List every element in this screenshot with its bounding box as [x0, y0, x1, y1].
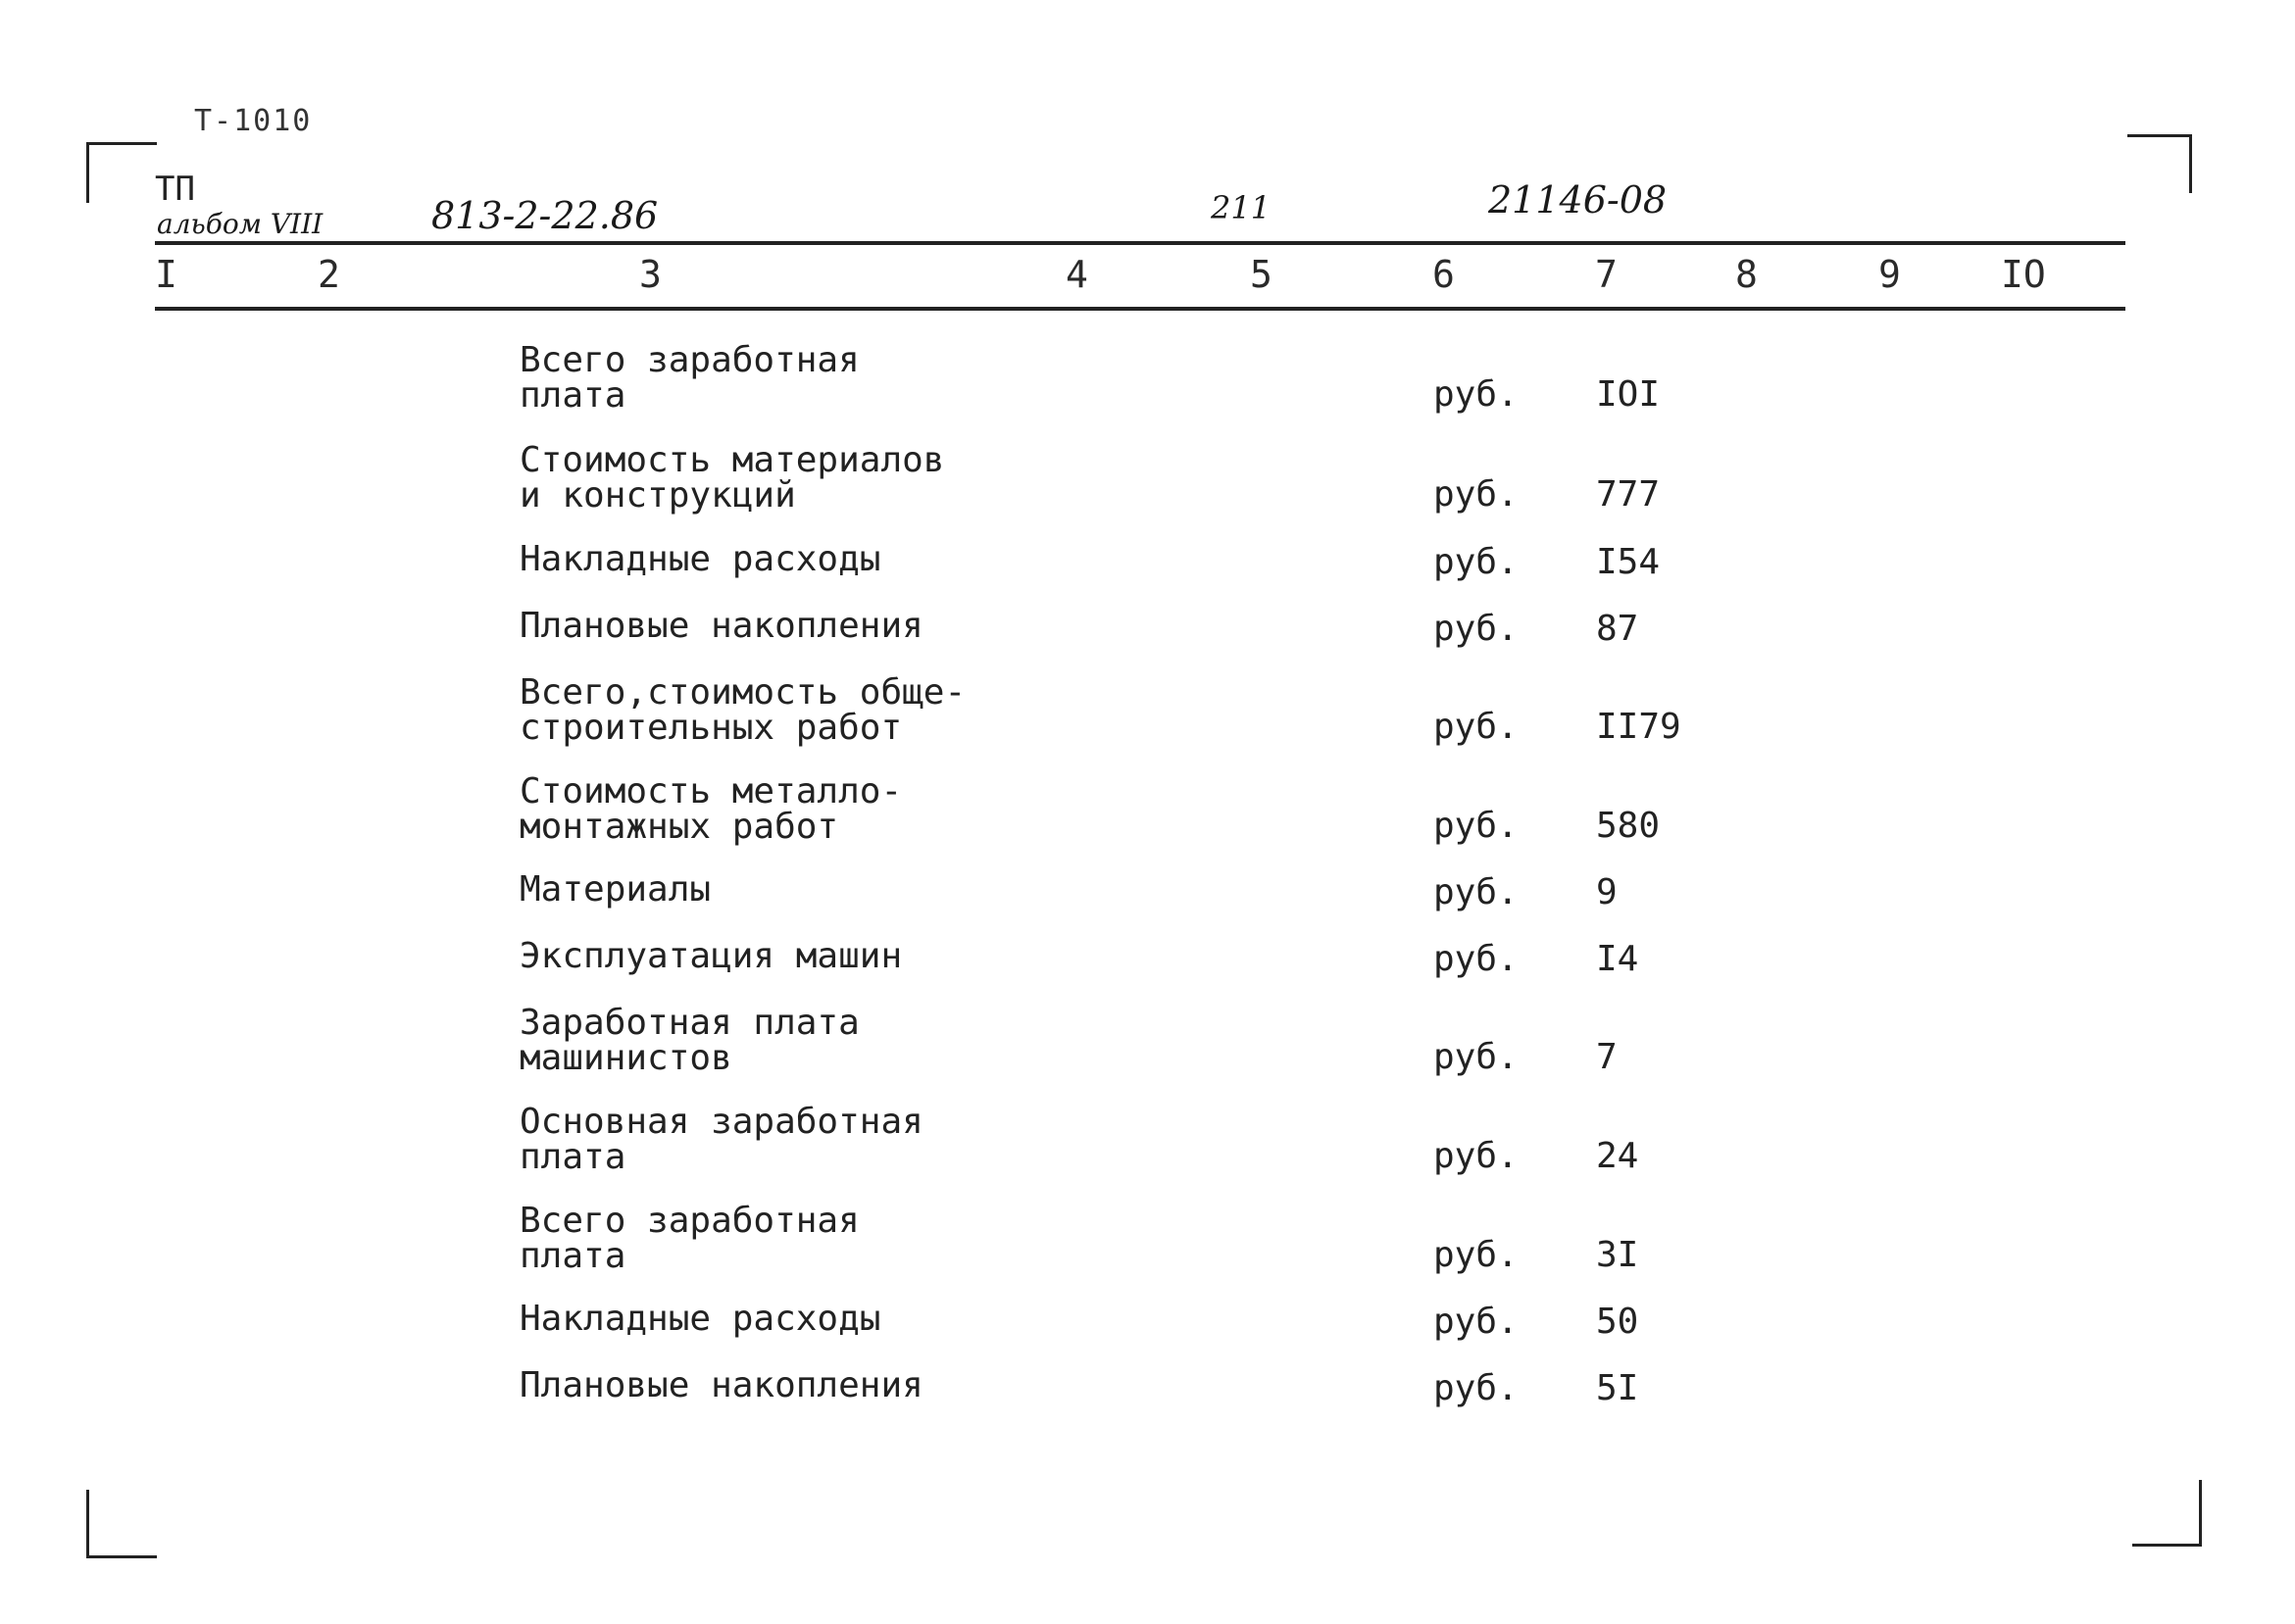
row-description: Накладные расходы	[520, 1299, 881, 1339]
row-unit: руб.	[1433, 609, 1519, 649]
row-description: Эксплуатация машин	[520, 936, 903, 976]
column-header: 7	[1595, 253, 1618, 296]
column-header: I	[155, 253, 177, 296]
row-description: Заработная плата машинистов	[520, 1003, 860, 1078]
row-value: I4	[1596, 939, 1639, 979]
row-value: 87	[1596, 609, 1639, 649]
tp-label: ТП	[155, 170, 195, 209]
row-unit: руб.	[1433, 806, 1519, 846]
corner-mark-top-left-v	[86, 142, 89, 203]
row-value: 777	[1596, 474, 1661, 515]
column-header: 2	[318, 253, 340, 296]
document-code: Т-1010	[194, 104, 313, 138]
corner-mark-bottom-left-h	[86, 1555, 157, 1558]
column-header: 4	[1066, 253, 1088, 296]
row-description: Всего,стоимость обще- строительных работ	[520, 672, 967, 748]
row-unit: руб.	[1433, 1368, 1519, 1408]
corner-mark-bottom-right-v	[2199, 1480, 2202, 1547]
row-value: 50	[1596, 1302, 1639, 1342]
row-description: Стоимость материалов и конструкций	[520, 440, 945, 516]
row-unit: руб.	[1433, 1136, 1519, 1176]
row-unit: руб.	[1433, 474, 1519, 515]
row-unit: руб.	[1433, 1235, 1519, 1275]
column-header: 8	[1735, 253, 1758, 296]
row-unit: руб.	[1433, 1302, 1519, 1342]
row-unit: руб.	[1433, 939, 1519, 979]
column-header: 6	[1432, 253, 1455, 296]
row-value: 9	[1596, 872, 1618, 912]
project-number: 813-2-22.86	[431, 194, 659, 237]
corner-mark-top-right-v	[2189, 134, 2192, 193]
row-value: II79	[1596, 707, 1681, 747]
row-value: 24	[1596, 1136, 1639, 1176]
row-value: 580	[1596, 806, 1661, 846]
row-unit: руб.	[1433, 542, 1519, 582]
column-header: 9	[1878, 253, 1901, 296]
row-unit: руб.	[1433, 1037, 1519, 1077]
row-value: 5I	[1596, 1368, 1639, 1408]
row-description: Всего заработная плата	[520, 340, 860, 416]
row-value: IOI	[1596, 374, 1661, 415]
column-header: IO	[2001, 253, 2046, 296]
row-value: I54	[1596, 542, 1661, 582]
row-description: Основная заработная плата	[520, 1102, 923, 1177]
row-description: Материалы	[520, 869, 712, 910]
corner-mark-bottom-right-h	[2132, 1544, 2202, 1547]
row-unit: руб.	[1433, 374, 1519, 415]
row-unit: руб.	[1433, 872, 1519, 912]
row-description: Плановые накопления	[520, 1365, 923, 1405]
row-unit: руб.	[1433, 707, 1519, 747]
corner-mark-bottom-left-v	[86, 1490, 89, 1558]
album-label: альбом VIII	[157, 208, 324, 240]
row-description: Плановые накопления	[520, 606, 923, 646]
corner-mark-top-left-h	[86, 142, 157, 145]
corner-mark-top-right-h	[2127, 134, 2192, 137]
table-top-rule	[155, 241, 2125, 245]
column-header: 5	[1250, 253, 1272, 296]
row-description: Стоимость металло- монтажных работ	[520, 771, 903, 847]
column-header: 3	[639, 253, 662, 296]
row-value: 7	[1596, 1037, 1618, 1077]
row-description: Всего заработная плата	[520, 1201, 860, 1276]
row-value: 3I	[1596, 1235, 1639, 1275]
inventory-number: 21146-08	[1488, 178, 1668, 221]
sheet-number: 211	[1211, 189, 1272, 226]
row-description: Накладные расходы	[520, 539, 881, 579]
table-header-rule	[155, 307, 2125, 311]
